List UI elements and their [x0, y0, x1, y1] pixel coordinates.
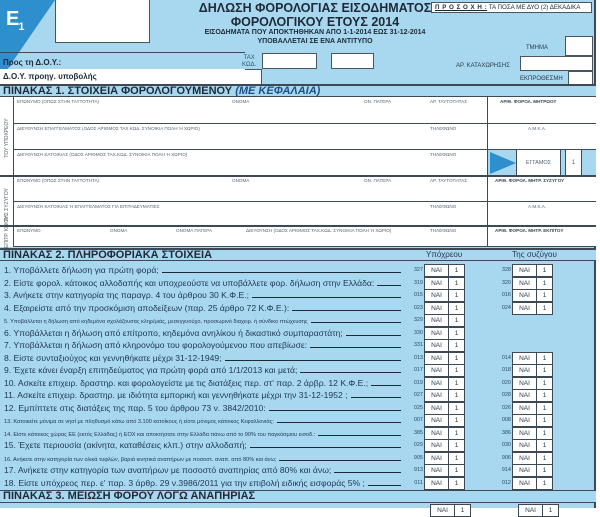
nai-label: ΝΑΙ [425, 403, 449, 414]
taxpayer-phone-label: ΤΗΛΕΦΩΝΟ [430, 126, 457, 131]
guardian-address-label: ΔΙΕΥΘΥΝΣΗ (ΟΔΟΣ ΑΡΙΘΜΟΣ ΤΑΧ.ΚΩΔ. ΣΥΝΟΙΚΙΑ ΠΟΛΗ Ή ΧΩΡΙΟ) [246, 228, 392, 233]
nai-label: ΝΑΙ [513, 265, 537, 276]
guardian-phone-label: ΤΗΛΕΦΩΝΟ [430, 228, 457, 233]
field-code-obligor: 019 [413, 379, 423, 386]
postal-code-field[interactable] [262, 53, 317, 69]
field-code-obligor: 017 [413, 367, 423, 373]
spouse-id-label: ΑΡ. ΤΑΥΤΟΤΗΤΑΣ [430, 178, 468, 183]
extra-code-field[interactable] [331, 53, 374, 69]
form-subtitle-period: ΕΙΣΟΔΗΜΑΤΑ ΠΟΥ ΑΠΟΚΤΗΘΗΚΑΝ ΑΠΟ 1-1-2014 ΕΩΣ 31-12-2014 [204, 29, 426, 36]
question-text: 5. Υποβάλλεται η δήλωση από κηδεμόνα σχολάζουσας κληρ/μιάς, μεσεγγυούχο, προσωρινό διαχειρ. ή σύνδικο πτώχευσης [4, 317, 401, 325]
field-code-spouse: 328 [501, 267, 511, 273]
question-text: 15. Έχετε περιουσία (ακίνητα, καταθέσεις κλπ.) στην αλλοδαπή; [4, 440, 401, 450]
nai-label: ΝΑΙ [425, 290, 449, 301]
question-text: 4. Εξαιρείστε από την προσκόμιση αποδείξεων (παρ. 25 άρθρο 72 Κ.Φ.Ε.): [4, 303, 401, 313]
nai-label: ΝΑΙ [425, 340, 449, 351]
yes-checkbox-spouse[interactable] [512, 277, 553, 290]
nai-value: 1 [460, 507, 465, 514]
nai-label: ΝΑΙ [425, 465, 449, 476]
yes-checkbox-obligor[interactable] [424, 377, 465, 390]
yes-checkbox-spouse[interactable] [512, 302, 553, 315]
prev-doy-label: Δ.Ο.Υ. προηγ. υποβολής [3, 72, 97, 81]
divider [14, 201, 596, 202]
yes-checkbox-obligor[interactable] [424, 277, 465, 290]
doy-label: Προς τη Δ.Ο.Υ.: [3, 58, 62, 67]
divider [0, 225, 596, 227]
question-text: 14. Είστε κάτοικος χώρας ΕΕ (εκτός Ελλάδας) ή ΕΟΧ και αποκτήσατε στην Ελλάδα πάνω από το 90% του παγκόσμιου εισοδ.: [4, 430, 401, 438]
yes-checkbox-obligor[interactable] [424, 302, 465, 315]
question-text: 8. Είστε συνταξιούχος και γεννηθήκατε μέχρι 31-12-1949; [4, 353, 401, 363]
field-code-obligor: 023 [413, 304, 423, 311]
field-code-spouse: 030 [501, 442, 511, 448]
answer-underline [310, 342, 401, 348]
arrow-right-icon [490, 152, 516, 174]
yes-checkbox-spouse[interactable] [512, 364, 553, 377]
nai-value: 1 [542, 404, 547, 412]
answer-underline [311, 317, 401, 323]
field-code-obligor: 331 [413, 342, 423, 348]
nai-label: ΝΑΙ [513, 278, 537, 289]
nai-label: ΝΑΙ [425, 265, 449, 276]
nai-value: 1 [542, 379, 547, 387]
field-code-obligor: 385 [413, 429, 423, 436]
nai-label: ΝΑΙ [513, 303, 537, 314]
spouse-surname-label: ΕΠΩΝΥΜΟ (ΟΠΩΣ ΣΤΗΝ ΤΑΥΤΟΤΗΤΑ) [17, 178, 100, 183]
spouse-name-label: ΟΝΟΜΑ [232, 178, 250, 183]
answer-underline [368, 480, 401, 486]
nai-label: ΝΑΙ [513, 415, 537, 426]
yes-checkbox-obligor[interactable] [424, 414, 465, 427]
nai-label: ΝΑΙ [425, 440, 449, 451]
question-text: 7. Υποβάλλεται η δήλωση από κληρονόμο του φορολογούμενου που απεβίωσε: [4, 340, 401, 350]
answer-underline [346, 330, 401, 336]
question-text: 13. Κατοικείτε μόνιμα σε νησί με πληθυσμό κάτω από 3.100 κατοίκους ή είστε μόνιμος κάτοικος Κεφαλλονιάς: [4, 417, 401, 425]
guardian-name-label: ΟΝΟΜΑ [110, 228, 128, 233]
field-code-spouse: 008 [501, 417, 511, 423]
field-code-spouse: 914 [501, 467, 511, 473]
nai-value: 1 [542, 454, 547, 462]
field-code-obligor: 029 [413, 442, 423, 448]
answer-underline [277, 417, 401, 423]
side-label-spouse: ΤΗΣ ΣΥΖΥΓΟΥ [4, 188, 10, 222]
nai-label: ΝΑΙ [425, 478, 449, 489]
yes-checkbox-spouse[interactable] [512, 352, 553, 365]
guardian-afm-label: ΑΡΙΘ. ΦΟΡΟΛ. ΜΗΤΡ. ΕΚΠ/ΤΟΥ [495, 228, 564, 233]
form-code [6, 8, 23, 33]
yes-checkbox-spouse[interactable] [512, 389, 553, 402]
answer-underline [351, 392, 401, 398]
nai-value: 1 [454, 292, 459, 299]
spouse-amka-label: Α.Μ.Κ.Α. [528, 204, 547, 209]
nai-value: 1 [542, 367, 547, 374]
question-text: 16. Ανήκετε στην κατηγορία των ολικά τυφλών, βαριά κινητικά αναπήρων με ποσοστ. αναπ. από 80% και άνω; [4, 455, 401, 463]
nai-value: 1 [542, 354, 547, 362]
question-text: 10. Ασκείτε επιχειρ. δραστηρ. και φορολογείστε με τις διατάξεις περ. στ' παρ. 2 άρβρ. 12 Κ.Φ.Ε.; [4, 378, 401, 388]
late-filing-label: ΕΚΠΡΟΘΕΣΜΗ [520, 76, 563, 82]
field-code-obligor: 330 [413, 329, 423, 336]
field-code-spouse: 024 [501, 304, 511, 311]
nai-label: ΝΑΙ [513, 428, 537, 439]
yes-checkbox-obligor[interactable] [424, 464, 465, 477]
field-code-spouse: 028 [501, 392, 511, 398]
field-code-spouse: 026 [501, 404, 511, 411]
nai-value: 1 [454, 467, 459, 474]
question-text: 18. Είστε υπόχρεος περ. ε' παρ. 3 άρθρ. 29 ν.3986/2011 για την επιβολή ειδικής εισφοράς 5% ; [4, 478, 401, 488]
field-code-obligor: 015 [413, 292, 423, 298]
yes-checkbox-obligor[interactable] [424, 427, 465, 440]
field-code-obligor: 327 [413, 267, 423, 273]
nai-value: 1 [454, 342, 459, 349]
yes-checkbox-obligor[interactable] [424, 289, 465, 302]
nai-value: 1 [548, 507, 553, 514]
answer-underline [300, 367, 401, 373]
divider [14, 123, 596, 124]
field-code-spouse: 320 [501, 279, 511, 286]
answer-underline [292, 305, 401, 311]
yes-checkbox-obligor[interactable] [424, 364, 465, 377]
question-text: 1. Υποβάλλετε δήλωση για πρώτη φορά; [4, 265, 401, 275]
question-text: 2. Είστε φορολ. κάτοικος αλλοδαπής και υποχρεούστε να υποβάλλετε φορ. δήλωση στην Ελλάδα: [4, 278, 401, 288]
nai-value: 1 [542, 304, 547, 312]
nai-label: ΝΑΙ [425, 303, 449, 314]
yes-checkbox-obligor[interactable] [424, 314, 465, 327]
notice-prefix: Π Ρ Ο Σ Ο Χ Η : [435, 4, 488, 11]
spouse-father-label: ΟΝ. ΠΑΤΕΡΑ [364, 178, 392, 183]
taxpayer-surname-label: ΕΠΩΝΥΜΟ (ΟΠΩΣ ΣΤΗΝ ΤΑΥΤΟΤΗΤΑ) [17, 99, 100, 104]
taxpayer-home-address-label: ΔΙΕΥΘΥΝΣΗ ΚΑΤΟΙΚΙΑΣ (ΟΔΟΣ ΑΡΙΘΜΟΣ ΤΑΧ.ΚΩΔ. ΣΥΝΟΙΚΙΑ ΠΟΛΗ Ή ΧΩΡΙΟ) [17, 152, 188, 157]
nai-label: ΝΑΙ [425, 365, 449, 376]
divider [0, 175, 596, 177]
nai-value: 1 [454, 304, 459, 312]
nai-label: ΝΑΙ [513, 378, 537, 389]
yes-checkbox-spouse[interactable] [512, 414, 553, 427]
nai-value: 1 [454, 404, 459, 412]
form-year-title: ΦΟΡΟΛΟΓΙΚΟΥ ΕΤΟΥΣ 2014 [230, 15, 400, 29]
nai-value: 1 [454, 279, 459, 287]
yes-checkbox-spouse[interactable] [512, 452, 553, 465]
nai-value: 1 [454, 442, 459, 449]
nai-label: ΝΑΙ [513, 365, 537, 376]
table1-title-caps-note: (ΜΕ ΚΕΦΑΛΑΙΑ) [235, 85, 321, 97]
form-subtitle-copies: ΥΠΟΒΑΛΛΕΤΑΙ ΣΕ ΕΝΑ ΑΝΤΙΤΥΠΟ [257, 38, 373, 45]
nai-label: ΝΑΙ [513, 478, 537, 489]
question-text: 9. Έχετε κάνει έναρξη επιτηδεύματος για πρώτη φορά από 1/1/2013 και μετά; [4, 365, 401, 375]
guardian-surname-label: ΕΠΩΝΥΜΟ [17, 228, 41, 233]
nai-label: ΝΑΙ [513, 390, 537, 401]
table3-title: ΠΙΝΑΚΑΣ 3. ΜΕΙΩΣΗ ΦΟΡΟΥ ΛΟΓΩ ΑΝΑΠΗΡΙΑΣ [3, 490, 256, 502]
yes-checkbox-obligor[interactable] [424, 477, 465, 490]
nai-value: 1 [454, 379, 459, 387]
registration-number-label: ΑΡ. ΚΑΤΑΧΩΡΗΣΗΣ [456, 63, 510, 69]
answer-underline [250, 442, 401, 448]
form-code-letter: E [6, 8, 19, 30]
yes-checkbox-spouse[interactable] [512, 402, 553, 415]
guardian-father-label: ΟΝΟΜΑ ΠΑΤΕΡΑ [176, 228, 213, 233]
col-spouse-header: Της συζύγου [512, 250, 557, 259]
nai-label: ΝΑΙ [513, 453, 537, 464]
prev-doy-field-end[interactable] [245, 69, 262, 85]
late-filing-field[interactable] [568, 71, 593, 85]
field-code-obligor: 025 [413, 404, 423, 411]
nai-value: 1 [454, 392, 459, 399]
nai-value: 1 [542, 467, 547, 474]
nai-label: ΝΑΙ [425, 390, 449, 401]
postal-code-label [242, 55, 256, 69]
question-text: 3. Ανήκετε στην κατηγορία της παραγρ. 4 του άρθρου 30 Κ.Φ.Ε.; [4, 290, 401, 300]
nai-label: ΝΑΙ [425, 328, 449, 339]
nai-value: 1 [454, 479, 459, 487]
barcode-box [55, 0, 150, 43]
yes-checkbox-obligor[interactable] [424, 352, 465, 365]
nai-value: 1 [454, 454, 459, 462]
taxpayer-father-label: ΟΝ. ΠΑΤΕΡΑ [364, 99, 392, 104]
field-code-spouse: 906 [501, 454, 511, 461]
yes-checkbox-obligor[interactable] [424, 452, 465, 465]
col-obligor-header: Υπόχρεου [426, 250, 463, 259]
yes-checkbox-obligor[interactable] [424, 402, 465, 415]
answer-underline [252, 292, 401, 298]
married-label: ΕΓΓΑΜΟΣ [516, 150, 561, 175]
yes-checkbox-obligor[interactable] [424, 389, 465, 402]
answer-underline [225, 355, 401, 361]
field-code-obligor: 027 [413, 392, 423, 398]
form-title: ΔΗΛΩΣΗ ΦΟΡΟΛΟΓΙΑΣ ΕΙΣΟΔΗΜΑΤΟΣ [198, 1, 432, 15]
field-code-spouse: 014 [501, 354, 511, 361]
table2-title: ΠΙΝΑΚΑΣ 2. ΠΛΗΡΟΦΟΡΙΑΚΑ ΣΤΟΙΧΕΙΑ [3, 249, 213, 261]
yes-checkbox-obligor[interactable] [424, 264, 465, 277]
nai-label: ΝΑΙ [425, 315, 449, 326]
nai-label: ΝΑΙ [513, 465, 537, 476]
postal-code-label-2: ΚΩΔ. [242, 62, 257, 68]
notice-text: ΤΑ ΠΟΣΑ ΜΕ ΔΥΟ (2) ΔΕΚΑΔΙΚΑ [487, 4, 581, 11]
question-text: 11. Ασκείτε επιχειρ. δραστηρ. με ιδιότητα εμπορική και γεννηθήκατε μέχρι την 31-12-1952 ; [4, 390, 401, 400]
side-label-guardian: ΕΠΙΤΡ. ΚΠ/ΟΥ [4, 215, 10, 248]
yes-checkbox-spouse[interactable] [512, 289, 553, 302]
nai-label: ΝΑΙ [425, 453, 449, 464]
nai-value: 1 [454, 429, 459, 437]
field-code-obligor: 013 [413, 354, 423, 361]
table3-header [0, 490, 596, 503]
married-checkbox[interactable]: 1 [565, 150, 582, 175]
nai-value: 1 [454, 367, 459, 374]
field-code-obligor: 913 [413, 467, 423, 473]
question-text: 6. Υποβάλλεται η δήλωση από επίτροπο, κηδεμόνα ανηλίκου ή δικαστικό συμπαραστάτη; [4, 328, 401, 338]
nai-label: ΝΑΙ [519, 505, 543, 516]
nai-value: 1 [454, 329, 459, 337]
field-code-obligor: 329 [413, 317, 423, 323]
table1-body [0, 97, 596, 247]
yes-checkbox-spouse[interactable] [512, 377, 553, 390]
answer-underline [279, 455, 401, 461]
answer-underline [377, 280, 401, 286]
answer-underline [334, 467, 401, 473]
yes-checkbox-obligor[interactable] [424, 339, 465, 352]
question-text: 12. Εμπίπτετε στις διατάξεις της παρ. 5 του άρθρου 73 ν. 3842/2010: [4, 403, 401, 413]
table1-header [0, 84, 596, 97]
taxpayer-id-label: ΑΡ. ΤΑΥΤΟΤΗΤΑΣ [430, 99, 468, 104]
nai-label: ΝΑΙ [513, 440, 537, 451]
answer-underline [371, 380, 401, 386]
field-code-spouse: 018 [501, 367, 511, 373]
nai-value: 1 [454, 317, 459, 324]
yes-checkbox-obligor[interactable] [424, 327, 465, 340]
notice-box [431, 2, 592, 13]
nai-value: 1 [542, 442, 547, 449]
yes-checkbox-spouse[interactable] [512, 439, 553, 452]
table2-header [0, 248, 596, 261]
yes-checkbox-spouse[interactable] [512, 464, 553, 477]
nai-value: 1 [542, 479, 547, 487]
tmima-field[interactable] [565, 36, 593, 56]
nai-label: ΝΑΙ [425, 428, 449, 439]
nai-label: ΝΑΙ [513, 403, 537, 414]
nai-value: 1 [542, 392, 547, 399]
nai-value: 1 [454, 267, 459, 274]
spouse-afm-label: ΑΡΙΘ. ΦΟΡΟΛ. ΜΗΤΡ. ΣΥΖΥΓΟΥ [495, 178, 565, 183]
taxpayer-name-label: ΟΝΟΜΑ [232, 99, 250, 104]
nai-label: ΝΑΙ [425, 415, 449, 426]
nai-value: 1 [542, 267, 547, 274]
nai-label: ΝΑΙ [513, 290, 537, 301]
question-text: 17. Ανήκετε στην κατηγορία των αναπήρων με ποσοστό αναπηρίας από 80% και άνω; [4, 465, 401, 475]
nai-value: 1 [542, 417, 547, 424]
nai-value: 1 [542, 279, 547, 287]
field-code-spouse: 386 [501, 429, 511, 436]
registration-number-field[interactable] [520, 56, 593, 71]
field-code-spouse: 020 [501, 379, 511, 386]
field-code-spouse: 016 [501, 292, 511, 298]
field-code-obligor: 011 [414, 479, 423, 486]
yes-checkbox-obligor[interactable] [424, 439, 465, 452]
answer-underline [162, 267, 401, 273]
yes-checkbox-spouse[interactable] [512, 264, 553, 277]
taxpayer-business-address-label: ΔΙΕΥΘΥΝΣΗ ΕΠΑΓΓΕΛΜΑΤΟΣ (ΟΔΟΣ ΑΡΙΘΜΟΣ ΤΑΧ.ΚΩΔ. ΣΥΝΟΙΚΙΑ ΠΟΛΗ Ή ΧΩΡΙΟ) [17, 126, 200, 131]
nai-value: 1 [542, 429, 547, 437]
yes-checkbox-spouse[interactable] [512, 477, 553, 490]
answer-underline [269, 405, 401, 411]
field-code-obligor: 319 [413, 279, 423, 286]
tmima-label: ΤΜΗΜΑ [526, 45, 548, 51]
nai-label: ΝΑΙ [425, 278, 449, 289]
spouse-phone-label: ΤΗΛΕΦΩΝΟ [430, 204, 457, 209]
taxpayer-amka-label: Α.Μ.Κ.Α. [528, 126, 547, 131]
answer-underline [318, 430, 401, 436]
table1-title: ΠΙΝΑΚΑΣ 1. ΣΤΟΙΧΕΙΑ ΦΟΡΟΛΟΓΟΥΜΕΝΟΥ [3, 85, 236, 97]
table3-nai-spouse[interactable] [518, 504, 559, 517]
spouse-address-label: ΔΙΕΥΘΥΝΣΗ ΚΑΤΟΙΚΙΑΣ Ή ΕΠΑΓΓΕΛΜΑΤΟΣ ΓΙΑ ΕΠΙΤΗΔΕΥΜΑΤΙΕΣ [17, 204, 160, 209]
field-code-spouse: 012 [501, 479, 511, 486]
nai-value: 1 [542, 292, 547, 299]
nai-label: ΝΑΙ [425, 378, 449, 389]
taxpayer-phone2-label: ΤΗΛΕΦΩΝΟ [430, 152, 457, 157]
taxpayer-afm-label: ΑΡΙΘ. ΦΟΡΟΛ. ΜΗΤΡΩΟΥ [500, 99, 557, 104]
field-code-obligor: 905 [413, 454, 423, 461]
table3-nai-obligor[interactable] [430, 504, 471, 517]
field-code-obligor: 007 [413, 417, 423, 423]
nai-value: 1 [454, 417, 459, 424]
nai-label: ΝΑΙ [425, 353, 449, 364]
doy-row-top-border [0, 52, 245, 53]
form-code-number: 1 [18, 21, 24, 33]
nai-value: 1 [454, 354, 459, 362]
yes-checkbox-spouse[interactable] [512, 427, 553, 440]
nai-label: ΝΑΙ [513, 353, 537, 364]
nai-label: ΝΑΙ [431, 505, 455, 516]
side-label-taxpayer: ΤΟΥ ΥΠΟΧΡΕΟΥ [4, 118, 10, 158]
postal-code-label-1: ΤΑΧ [243, 55, 255, 61]
